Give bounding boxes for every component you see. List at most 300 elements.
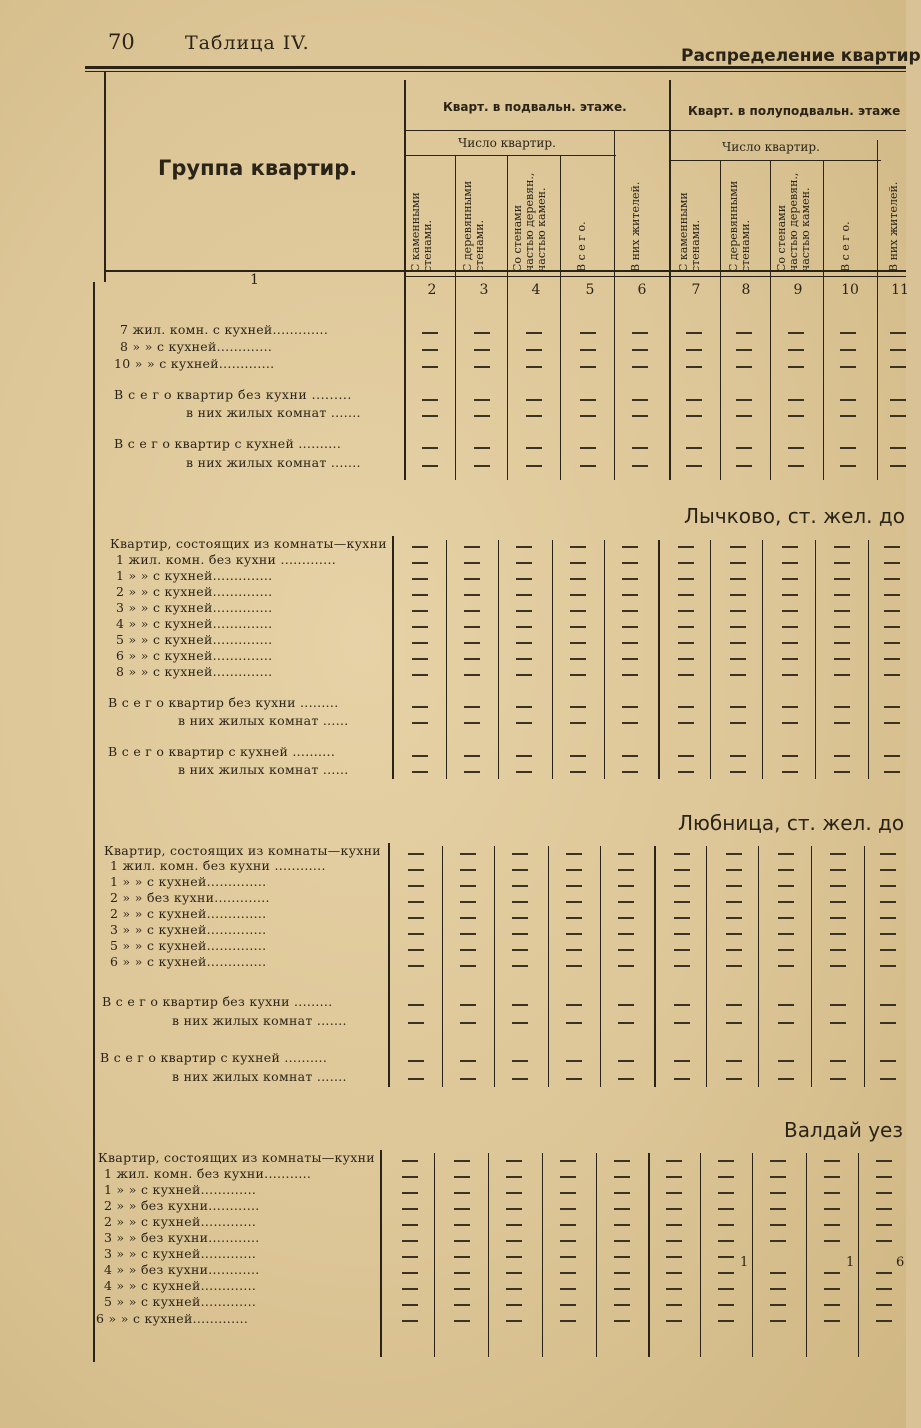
subcol-divider xyxy=(762,540,763,779)
empty-cell-dash xyxy=(782,755,798,757)
empty-cell-dash xyxy=(678,674,694,676)
empty-cell-dash xyxy=(412,722,428,724)
empty-cell-dash xyxy=(674,885,690,887)
empty-cell-dash xyxy=(614,1160,630,1162)
empty-cell-dash xyxy=(460,901,476,903)
empty-cell-dash xyxy=(560,1320,576,1322)
col-header-total-2: В с е г о. xyxy=(839,221,852,272)
empty-cell-dash xyxy=(686,399,702,401)
empty-cell-dash xyxy=(880,917,896,919)
empty-cell-dash xyxy=(618,917,634,919)
empty-cell-dash xyxy=(408,1060,424,1062)
section-col-divider xyxy=(648,1153,650,1357)
empty-cell-dash xyxy=(834,546,850,548)
empty-cell-dash xyxy=(516,610,532,612)
empty-cell-dash xyxy=(464,578,480,580)
empty-cell-dash xyxy=(412,658,428,660)
empty-cell-dash xyxy=(770,1160,786,1162)
subcol-divider xyxy=(806,1153,807,1357)
empty-cell-dash xyxy=(674,1078,690,1080)
empty-cell-dash xyxy=(788,332,804,334)
col-number: 3 xyxy=(479,282,489,298)
empty-cell-dash xyxy=(678,594,694,596)
empty-cell-dash xyxy=(618,1078,634,1080)
empty-cell-dash xyxy=(460,869,476,871)
empty-cell-dash xyxy=(632,399,648,401)
subcol-divider xyxy=(811,846,812,1087)
col-header-stone-2: С каменными стенами. xyxy=(677,192,702,272)
empty-cell-dash xyxy=(830,853,846,855)
empty-cell-dash xyxy=(474,447,490,449)
empty-cell-dash xyxy=(580,415,596,417)
empty-cell-dash xyxy=(560,1160,576,1162)
section-col-divider xyxy=(380,1150,382,1357)
empty-cell-dash xyxy=(566,917,582,919)
empty-cell-dash xyxy=(834,658,850,660)
empty-cell-dash xyxy=(890,447,906,449)
empty-cell-dash xyxy=(506,1272,522,1274)
empty-cell-dash xyxy=(840,332,856,334)
row-label: 2 » » без кухни............. xyxy=(110,890,270,905)
col-number: 11 xyxy=(891,282,909,298)
section-col-divider xyxy=(388,843,390,1087)
empty-cell-dash xyxy=(512,885,528,887)
empty-cell-dash xyxy=(632,415,648,417)
header-bottom-rule2 xyxy=(404,276,906,277)
empty-cell-dash xyxy=(570,610,586,612)
empty-cell-dash xyxy=(560,1240,576,1242)
empty-cell-dash xyxy=(516,562,532,564)
empty-cell-dash xyxy=(830,1060,846,1062)
empty-cell-dash xyxy=(718,1160,734,1162)
empty-cell-dash xyxy=(512,1022,528,1024)
row-label: 1 жил. комн. без кухни........... xyxy=(104,1166,312,1181)
empty-cell-dash xyxy=(834,674,850,676)
subcol-divider xyxy=(434,1153,435,1357)
empty-cell-dash xyxy=(618,933,634,935)
empty-cell-dash xyxy=(412,578,428,580)
empty-cell-dash xyxy=(460,1060,476,1062)
empty-cell-dash xyxy=(566,965,582,967)
empty-cell-dash xyxy=(876,1272,892,1274)
empty-cell-dash xyxy=(614,1256,630,1258)
empty-cell-dash xyxy=(880,853,896,855)
empty-cell-dash xyxy=(506,1240,522,1242)
empty-cell-dash xyxy=(622,722,638,724)
empty-cell-dash xyxy=(408,917,424,919)
empty-cell-dash xyxy=(526,415,542,417)
row-label: 6 » » с кухней............. xyxy=(96,1311,249,1326)
top-rule-thin xyxy=(85,71,906,72)
empty-cell-dash xyxy=(890,349,906,351)
empty-cell-dash xyxy=(464,771,480,773)
empty-cell-dash xyxy=(834,610,850,612)
empty-cell-dash xyxy=(726,885,742,887)
empty-cell-dash xyxy=(516,578,532,580)
empty-cell-dash xyxy=(412,562,428,564)
place-heading: Валдай уез xyxy=(784,1118,903,1142)
empty-cell-dash xyxy=(402,1176,418,1178)
empty-cell-dash xyxy=(666,1272,682,1274)
empty-cell-dash xyxy=(884,562,900,564)
empty-cell-dash xyxy=(560,1288,576,1290)
empty-cell-dash xyxy=(782,706,798,708)
empty-cell-dash xyxy=(824,1272,840,1274)
empty-cell-dash xyxy=(876,1304,892,1306)
table-name: Таблица IV. xyxy=(185,32,310,54)
empty-cell-dash xyxy=(454,1176,470,1178)
empty-cell-dash xyxy=(730,642,746,644)
col-number: 9 xyxy=(793,282,803,298)
empty-cell-dash xyxy=(782,578,798,580)
empty-cell-dash xyxy=(412,642,428,644)
empty-cell-dash xyxy=(474,332,490,334)
empty-cell-dash xyxy=(408,965,424,967)
empty-cell-dash xyxy=(730,722,746,724)
col-number: 2 xyxy=(427,282,437,298)
empty-cell-dash xyxy=(666,1240,682,1242)
empty-cell-dash xyxy=(512,869,528,871)
empty-cell-dash xyxy=(834,642,850,644)
empty-cell-dash xyxy=(632,366,648,368)
empty-cell-dash xyxy=(566,1022,582,1024)
empty-cell-dash xyxy=(666,1320,682,1322)
empty-cell-dash xyxy=(580,349,596,351)
empty-cell-dash xyxy=(632,447,648,449)
empty-cell-dash xyxy=(884,706,900,708)
section-intro: Квартир, состоящих из комнаты—кухни xyxy=(104,843,381,858)
empty-cell-dash xyxy=(890,465,906,467)
empty-cell-dash xyxy=(460,949,476,951)
col-header-residents-2: В них жителей. xyxy=(887,181,900,272)
section1-header: Кварт. в подвальн. этаже. xyxy=(443,100,627,114)
empty-cell-dash xyxy=(464,722,480,724)
subcol-divider xyxy=(770,160,771,480)
empty-cell-dash xyxy=(736,415,752,417)
empty-cell-dash xyxy=(464,642,480,644)
empty-cell-dash xyxy=(686,366,702,368)
page-number: 70 xyxy=(108,30,135,54)
row-label: 1 » » с кухней.............. xyxy=(110,874,267,889)
empty-cell-dash xyxy=(884,658,900,660)
empty-cell-dash xyxy=(526,447,542,449)
empty-cell-dash xyxy=(618,1004,634,1006)
empty-cell-dash xyxy=(570,594,586,596)
empty-cell-dash xyxy=(736,349,752,351)
empty-cell-dash xyxy=(622,658,638,660)
empty-cell-dash xyxy=(876,1224,892,1226)
row-label: 3 » » с кухней.............. xyxy=(110,922,267,937)
empty-cell-dash xyxy=(614,1304,630,1306)
subcol-divider xyxy=(752,1153,753,1357)
col-header-wood: С деревянными стенами. xyxy=(461,180,486,272)
empty-cell-dash xyxy=(614,1192,630,1194)
empty-cell-dash xyxy=(474,366,490,368)
empty-cell-dash xyxy=(726,1022,742,1024)
empty-cell-dash xyxy=(402,1240,418,1242)
empty-cell-dash xyxy=(402,1272,418,1274)
empty-cell-dash xyxy=(674,901,690,903)
row-label: 2 » » без кухни............ xyxy=(104,1198,260,1213)
empty-cell-dash xyxy=(840,399,856,401)
empty-cell-dash xyxy=(666,1224,682,1226)
empty-cell-dash xyxy=(788,399,804,401)
empty-cell-dash xyxy=(778,853,794,855)
empty-cell-dash xyxy=(618,1022,634,1024)
empty-cell-dash xyxy=(402,1288,418,1290)
empty-cell-dash xyxy=(666,1256,682,1258)
subcol-divider xyxy=(600,846,601,1087)
empty-cell-dash xyxy=(788,349,804,351)
empty-cell-dash xyxy=(408,885,424,887)
empty-cell-dash xyxy=(460,1004,476,1006)
empty-cell-dash xyxy=(824,1320,840,1322)
empty-cell-dash xyxy=(770,1320,786,1322)
total-row-sublabel: в них жилых комнат ....... xyxy=(172,1069,347,1084)
empty-cell-dash xyxy=(736,465,752,467)
empty-cell-dash xyxy=(884,674,900,676)
empty-cell-dash xyxy=(674,949,690,951)
empty-cell-dash xyxy=(876,1320,892,1322)
count-header-2: Число квартир. xyxy=(722,140,820,154)
empty-cell-dash xyxy=(778,933,794,935)
empty-cell-dash xyxy=(526,349,542,351)
col-number: 8 xyxy=(741,282,751,298)
empty-cell-dash xyxy=(454,1160,470,1162)
empty-cell-dash xyxy=(464,626,480,628)
cell-value: 1 xyxy=(846,1255,855,1270)
total-row-label: В с е г о квартир с кухней .......... xyxy=(114,436,342,451)
empty-cell-dash xyxy=(678,546,694,548)
empty-cell-dash xyxy=(580,447,596,449)
empty-cell-dash xyxy=(570,674,586,676)
empty-cell-dash xyxy=(770,1272,786,1274)
empty-cell-dash xyxy=(730,578,746,580)
empty-cell-dash xyxy=(506,1320,522,1322)
section-intro: Квартир, состоящих из комнаты—кухни xyxy=(98,1150,375,1165)
empty-cell-dash xyxy=(402,1208,418,1210)
empty-cell-dash xyxy=(516,626,532,628)
empty-cell-dash xyxy=(516,771,532,773)
empty-cell-dash xyxy=(830,901,846,903)
empty-cell-dash xyxy=(506,1160,522,1162)
empty-cell-dash xyxy=(782,642,798,644)
empty-cell-dash xyxy=(460,1078,476,1080)
empty-cell-dash xyxy=(422,332,438,334)
empty-cell-dash xyxy=(512,965,528,967)
empty-cell-dash xyxy=(678,722,694,724)
empty-cell-dash xyxy=(614,1208,630,1210)
empty-cell-dash xyxy=(618,869,634,871)
empty-cell-dash xyxy=(726,1060,742,1062)
empty-cell-dash xyxy=(614,1272,630,1274)
row-label: 3 » » без кухни............ xyxy=(104,1230,260,1245)
empty-cell-dash xyxy=(412,546,428,548)
empty-cell-dash xyxy=(880,965,896,967)
empty-cell-dash xyxy=(736,332,752,334)
empty-cell-dash xyxy=(454,1288,470,1290)
empty-cell-dash xyxy=(570,546,586,548)
empty-cell-dash xyxy=(678,658,694,660)
empty-cell-dash xyxy=(770,1304,786,1306)
empty-cell-dash xyxy=(632,332,648,334)
empty-cell-dash xyxy=(876,1288,892,1290)
empty-cell-dash xyxy=(778,885,794,887)
empty-cell-dash xyxy=(526,465,542,467)
empty-cell-dash xyxy=(726,869,742,871)
empty-cell-dash xyxy=(464,674,480,676)
empty-cell-dash xyxy=(718,1192,734,1194)
group-header: Группа квартир. xyxy=(158,156,358,180)
empty-cell-dash xyxy=(402,1192,418,1194)
empty-cell-dash xyxy=(422,399,438,401)
empty-cell-dash xyxy=(632,465,648,467)
empty-cell-dash xyxy=(726,933,742,935)
subcol-divider xyxy=(488,1153,489,1357)
empty-cell-dash xyxy=(876,1208,892,1210)
empty-cell-dash xyxy=(460,965,476,967)
empty-cell-dash xyxy=(570,658,586,660)
empty-cell-dash xyxy=(512,933,528,935)
empty-cell-dash xyxy=(778,1004,794,1006)
empty-cell-dash xyxy=(560,1192,576,1194)
empty-cell-dash xyxy=(666,1176,682,1178)
empty-cell-dash xyxy=(830,949,846,951)
empty-cell-dash xyxy=(782,658,798,660)
empty-cell-dash xyxy=(402,1160,418,1162)
empty-cell-dash xyxy=(678,771,694,773)
empty-cell-dash xyxy=(566,1060,582,1062)
row-label: 2 » » с кухней............. xyxy=(104,1214,257,1229)
empty-cell-dash xyxy=(516,594,532,596)
empty-cell-dash xyxy=(506,1176,522,1178)
empty-cell-dash xyxy=(778,1060,794,1062)
subcol-divider xyxy=(442,846,443,1087)
empty-cell-dash xyxy=(566,933,582,935)
empty-cell-dash xyxy=(726,965,742,967)
empty-cell-dash xyxy=(730,674,746,676)
empty-cell-dash xyxy=(618,1060,634,1062)
row-label: 1 жил. комн. без кухни ............ xyxy=(110,858,326,873)
total-row-label: В с е г о квартир с кухней .......... xyxy=(108,744,336,759)
empty-cell-dash xyxy=(736,399,752,401)
empty-cell-dash xyxy=(464,610,480,612)
row-label: 8 » » с кухней.............. xyxy=(116,664,273,679)
empty-cell-dash xyxy=(622,578,638,580)
empty-cell-dash xyxy=(884,578,900,580)
empty-cell-dash xyxy=(782,626,798,628)
empty-cell-dash xyxy=(474,465,490,467)
place-heading: Любница, ст. жел. до xyxy=(678,811,905,835)
subcol-divider xyxy=(706,846,707,1087)
empty-cell-dash xyxy=(830,1004,846,1006)
empty-cell-dash xyxy=(454,1320,470,1322)
row-label: 8 » » с кухней............. xyxy=(120,339,273,354)
empty-cell-dash xyxy=(890,366,906,368)
empty-cell-dash xyxy=(770,1192,786,1194)
empty-cell-dash xyxy=(834,594,850,596)
empty-cell-dash xyxy=(566,885,582,887)
empty-cell-dash xyxy=(666,1288,682,1290)
empty-cell-dash xyxy=(876,1160,892,1162)
empty-cell-dash xyxy=(570,626,586,628)
total-row-label: В с е г о квартир без кухни ......... xyxy=(114,387,352,402)
total-row-sublabel: в них жилых комнат ...... xyxy=(178,713,349,728)
row-label: 6 » » с кухней.............. xyxy=(110,954,267,969)
empty-cell-dash xyxy=(516,546,532,548)
empty-cell-dash xyxy=(730,626,746,628)
row-label: 2 » » с кухней.............. xyxy=(116,584,273,599)
empty-cell-dash xyxy=(730,546,746,548)
empty-cell-dash xyxy=(880,933,896,935)
empty-cell-dash xyxy=(778,869,794,871)
empty-cell-dash xyxy=(890,415,906,417)
empty-cell-dash xyxy=(560,1304,576,1306)
empty-cell-dash xyxy=(512,1004,528,1006)
empty-cell-dash xyxy=(622,642,638,644)
total-row-label: В с е г о квартир без кухни ......... xyxy=(108,695,339,710)
empty-cell-dash xyxy=(884,755,900,757)
empty-cell-dash xyxy=(454,1304,470,1306)
row-label: 7 жил. комн. с кухней............. xyxy=(120,322,329,337)
empty-cell-dash xyxy=(678,755,694,757)
empty-cell-dash xyxy=(566,1004,582,1006)
empty-cell-dash xyxy=(666,1160,682,1162)
col-number: 4 xyxy=(531,282,541,298)
empty-cell-dash xyxy=(730,562,746,564)
empty-cell-dash xyxy=(678,578,694,580)
empty-cell-dash xyxy=(560,1272,576,1274)
empty-cell-dash xyxy=(834,722,850,724)
section2-header: Кварт. в полуподвальн. этаже xyxy=(688,104,901,118)
header-col-divider xyxy=(404,80,406,480)
empty-cell-dash xyxy=(566,949,582,951)
empty-cell-dash xyxy=(880,869,896,871)
empty-cell-dash xyxy=(566,1078,582,1080)
col-header-stone: С каменными стенами. xyxy=(409,192,434,272)
empty-cell-dash xyxy=(880,901,896,903)
empty-cell-dash xyxy=(718,1272,734,1274)
empty-cell-dash xyxy=(770,1208,786,1210)
empty-cell-dash xyxy=(622,562,638,564)
empty-cell-dash xyxy=(622,674,638,676)
empty-cell-dash xyxy=(880,885,896,887)
empty-cell-dash xyxy=(526,332,542,334)
row-label: 10 » » с кухней............. xyxy=(114,356,275,371)
col-header-wood-2: С деревянными стенами. xyxy=(727,180,752,272)
empty-cell-dash xyxy=(454,1256,470,1258)
empty-cell-dash xyxy=(516,642,532,644)
empty-cell-dash xyxy=(726,1004,742,1006)
empty-cell-dash xyxy=(618,901,634,903)
empty-cell-dash xyxy=(782,722,798,724)
row-label: 4 » » с кухней............. xyxy=(104,1278,257,1293)
empty-cell-dash xyxy=(412,755,428,757)
empty-cell-dash xyxy=(408,869,424,871)
col-number: 6 xyxy=(637,282,647,298)
empty-cell-dash xyxy=(718,1176,734,1178)
empty-cell-dash xyxy=(454,1224,470,1226)
subcol-divider xyxy=(710,540,711,779)
subcol-divider xyxy=(720,160,721,480)
section-col-divider xyxy=(654,846,656,1087)
empty-cell-dash xyxy=(830,1078,846,1080)
empty-cell-dash xyxy=(460,853,476,855)
empty-cell-dash xyxy=(412,706,428,708)
empty-cell-dash xyxy=(516,674,532,676)
empty-cell-dash xyxy=(674,869,690,871)
empty-cell-dash xyxy=(890,332,906,334)
